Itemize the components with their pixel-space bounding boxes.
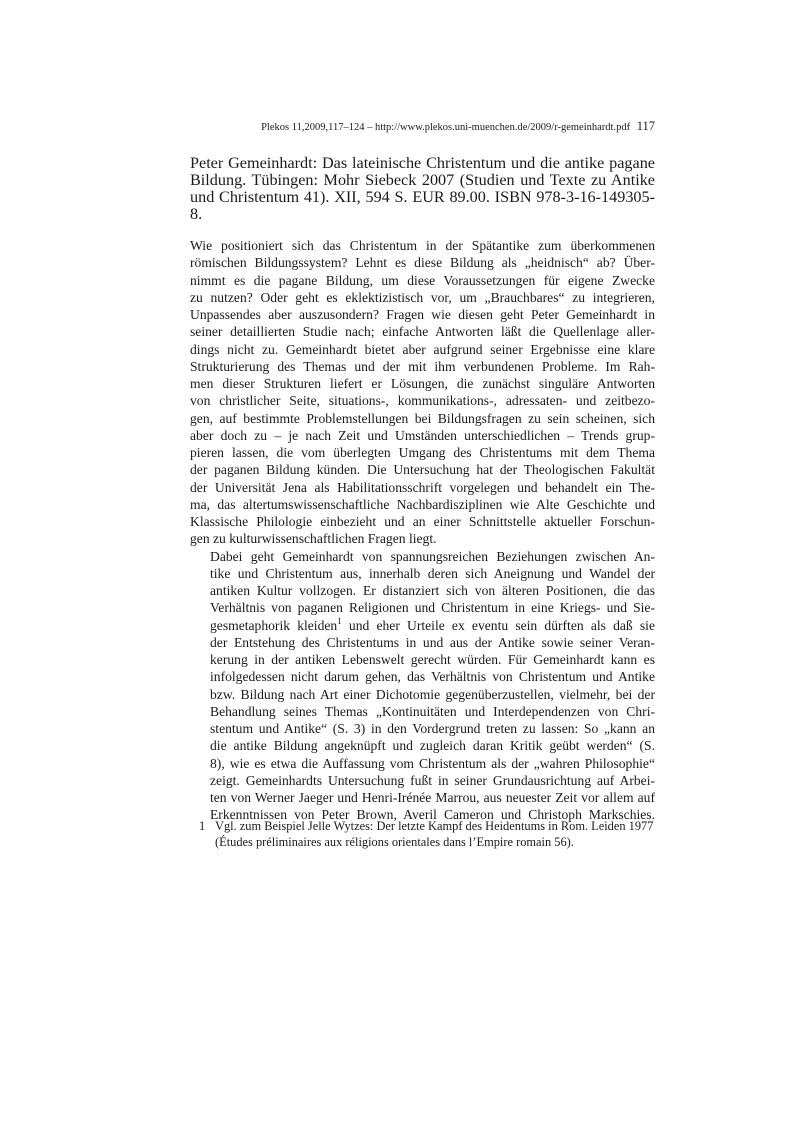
- text-line: von christlicher Seite, situations-, kommunikations-, adressaten- und zeitbezo-: [190, 393, 655, 409]
- text-line: infolgedessen nicht darum gehen, das Verhältnis von Christentum und Antike: [210, 669, 655, 685]
- text-line: Unpassendes aber auszusondern? Fragen wie diesen geht Peter Gemeinhardt in: [190, 307, 655, 322]
- text-line: 8), wie es etwa die Auffassung vom Christentum als der „wahren Philosophie“: [210, 755, 655, 771]
- text-line: Klassische Philologie einbezieht und an einer Schnittstelle aktueller Forschun-: [190, 514, 655, 529]
- text-line: Erkenntnissen von Peter Brown, Averil Cameron und Christoph Markschies.: [210, 807, 655, 823]
- text-line: men dieser Strukturen liefert er Lösungen, die zunächst singuläre Antworten: [190, 376, 655, 391]
- text-segment: und eher Urteile ex eventu sein dürften als daß sie: [348, 617, 655, 633]
- text-line: stentum und Antike“ (S. 3) in den Vordergrund treten zu lassen: So „kann an: [210, 721, 655, 736]
- text-line: römischen Bildungssystem? Lehnt es diese Bildung als „heidnisch“ ab? Über-: [190, 255, 655, 271]
- paragraph-1: [190, 237, 655, 548]
- text-line: nimmt es die pagane Bildung, um diese Voraussetzungen für eigene Zwecke: [190, 272, 655, 288]
- text-line-with-footnote: [190, 617, 655, 634]
- text-line: kerung in der antiken Lebenswelt gerecht würden. Für Gemeinhardt kann es: [210, 652, 655, 667]
- text-line: bzw. Bildung nach Art einer Dichotomie gegenüberzustellen, vielmehr, bei der: [210, 686, 655, 702]
- text-line: gen, auf bestimmte Problemstellungen bei Bildungsfragen zu sein scheinen, sich: [190, 410, 655, 426]
- text-line: dings nicht zu. Gemeinhardt bietet aber aufgrund seiner Ergebnisse eine klare: [190, 341, 655, 357]
- text-line: zeigt. Gemeinhardts Untersuchung fußt in seiner Grundausrichtung auf Arbei-: [210, 772, 655, 788]
- text-line: der Entstehung des Christentums in und aus der Antike sowie seiner Veran-: [210, 634, 655, 650]
- text-line: Strukturierung des Themas und der mit ihm verbundenen Probleme. Im Rah-: [190, 358, 655, 374]
- text-line: Verhältnis von paganen Religionen und Christentum in eine Kriegs- und Sie-: [210, 600, 655, 616]
- text-line: die antike Bildung angeknüpft und zugleich daran Kritik geübt werden“ (S.: [210, 738, 655, 754]
- review-title: Peter Gemeinhardt: Das lateinische Christentum und die antike pagane Bildung. Tübingen: Mohr Siebeck 2007 (Studien und Texte zu Antike und Christentum 41). XII, 594 S. EUR 89.00. ISBN 978-3-16-149305-8.: [190, 154, 655, 223]
- text-line: zu nutzen? Oder geht es eklektizistisch vor, um „Brauchbares“ zu integrieren,: [190, 289, 655, 305]
- text-line: ma, das altertumswissenschaftliche Nachbardisziplinen wie Alte Geschichte und: [190, 496, 655, 512]
- text-line: aber doch zu – je nach Zeit und Umständen unterschiedlichen – Trends grup-: [190, 427, 655, 443]
- text-line: Dabei geht Gemeinhardt von spannungsreichen Beziehungen zwischen An-: [210, 548, 655, 564]
- footnote-reference[interactable]: 1: [337, 615, 342, 626]
- text-line: gen zu kulturwissenschaftlichen Fragen liegt.: [190, 531, 437, 547]
- footnote-text: Vgl. zum Beispiel Jelle Wytzes: Der letzte Kampf des Heidentums in Rom. Leiden 1977 (Études préliminaires aux réligions orientales dans l’Empire romain 56).: [215, 819, 654, 849]
- journal-citation: Plekos 11,2009,117–124 – http://www.plekos.uni-muenchen.de/2009/r-gemeinhardt.pdf: [261, 122, 631, 133]
- text-line: pieren lassen, die vom überlegten Umgang des Christentums mit dem Thema: [190, 445, 655, 460]
- text-line: der Universität Jena als Habilitationsschrift vorgelegen und behandelt ein The-: [190, 479, 655, 495]
- text-line: ten von Werner Jaeger und Henri-Irénée Marrou, aus neuester Zeit vor allem auf: [210, 790, 655, 805]
- text-line: Wie positioniert sich das Christentum in der Spätantike zum überkommenen: [190, 238, 655, 253]
- text-segment: gesmetaphorik kleiden: [210, 617, 338, 633]
- paragraph-2: [190, 548, 655, 824]
- text-line: der paganen Bildung künden. Die Untersuchung hat der Theologischen Fakultät: [190, 462, 655, 478]
- footnote-section: [199, 818, 655, 850]
- review-body: [190, 237, 655, 824]
- footnote-number: 1: [199, 819, 206, 833]
- page-number: 117: [636, 119, 655, 133]
- text-line: antiken Kultur vollzogen. Er distanziert sich von älteren Positionen, die das: [210, 583, 655, 598]
- text-line: tike und Christentum aus, innerhalb deren sich Aneignung und Wandel der: [210, 565, 655, 581]
- text-line: Behandlung seines Themas „Kontinuitäten und Interdependenzen von Chri-: [210, 703, 655, 719]
- running-header: [190, 119, 655, 134]
- text-line: seiner detaillierten Studie nach; einfache Antworten läßt die Quellenlage aller-: [190, 324, 655, 340]
